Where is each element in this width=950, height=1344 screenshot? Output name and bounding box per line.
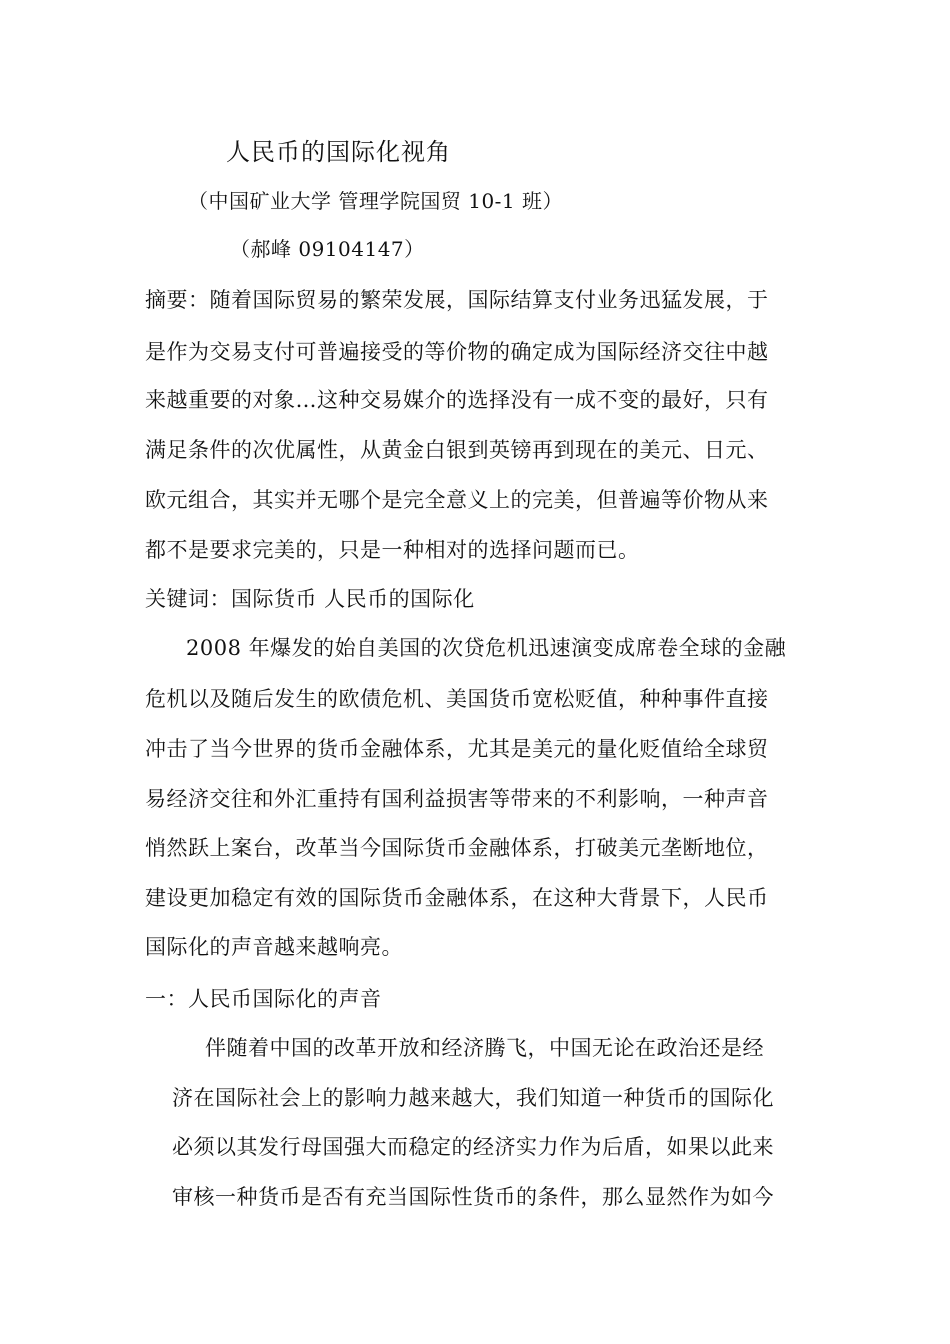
abstract-line: 是作为交易支付可普遍接受的等价物的确定成为国际经济交往中越 — [145, 340, 769, 364]
section-heading: 一：人民币国际化的声音 — [145, 987, 382, 1011]
intro-line: 易经济交往和外汇重持有国利益损害等带来的不利影响，一种声音 — [145, 787, 769, 811]
intro-line: 危机以及随后发生的欧债危机、美国货币宽松贬值，种种事件直接 — [145, 687, 769, 711]
intro-line: 国际化的声音越来越响亮。 — [145, 935, 403, 959]
abstract-line: 都不是要求完美的，只是一种相对的选择问题而已。 — [145, 538, 640, 562]
section-body-line: 伴随着中国的改革开放和经济腾飞，中国无论在政治还是经 — [205, 1036, 764, 1060]
author-name-id: （郝峰 09104147） — [230, 237, 425, 261]
intro-line: 冲击了当今世界的货币金融体系，尤其是美元的量化贬值给全球贸 — [145, 737, 769, 761]
section-body-line: 审核一种货币是否有充当国际性货币的条件，那么显然作为如今 — [172, 1185, 774, 1209]
keywords: 关键词：国际货币 人民币的国际化 — [145, 587, 475, 611]
abstract-line: 摘要：随着国际贸易的繁荣发展，国际结算支付业务迅猛发展，于 — [145, 288, 769, 312]
section-body-line: 济在国际社会上的影响力越来越大，我们知道一种货币的国际化 — [172, 1086, 774, 1110]
abstract-line: 满足条件的次优属性，从黄金白银到英镑再到现在的美元、日元、 — [145, 438, 769, 462]
section-body-line: 必须以其发行母国强大而稳定的经济实力作为后盾，如果以此来 — [172, 1135, 774, 1159]
author-affiliation: （中国矿业大学 管理学院国贸 10-1 班） — [188, 189, 564, 213]
abstract-line: 来越重要的对象…这种交易媒介的选择没有一成不变的最好，只有 — [145, 388, 769, 412]
intro-line: 建设更加稳定有效的国际货币金融体系，在这种大背景下，人民币 — [145, 886, 769, 910]
intro-line: 2008 年爆发的始自美国的次贷危机迅速演变成席卷全球的金融 — [186, 636, 787, 660]
document-title: 人民币的国际化视角 — [226, 138, 451, 166]
abstract-line: 欧元组合，其实并无哪个是完全意义上的完美，但普遍等价物从来 — [145, 488, 769, 512]
intro-line: 悄然跃上案台，改革当今国际货币金融体系，打破美元垄断地位， — [145, 836, 769, 860]
